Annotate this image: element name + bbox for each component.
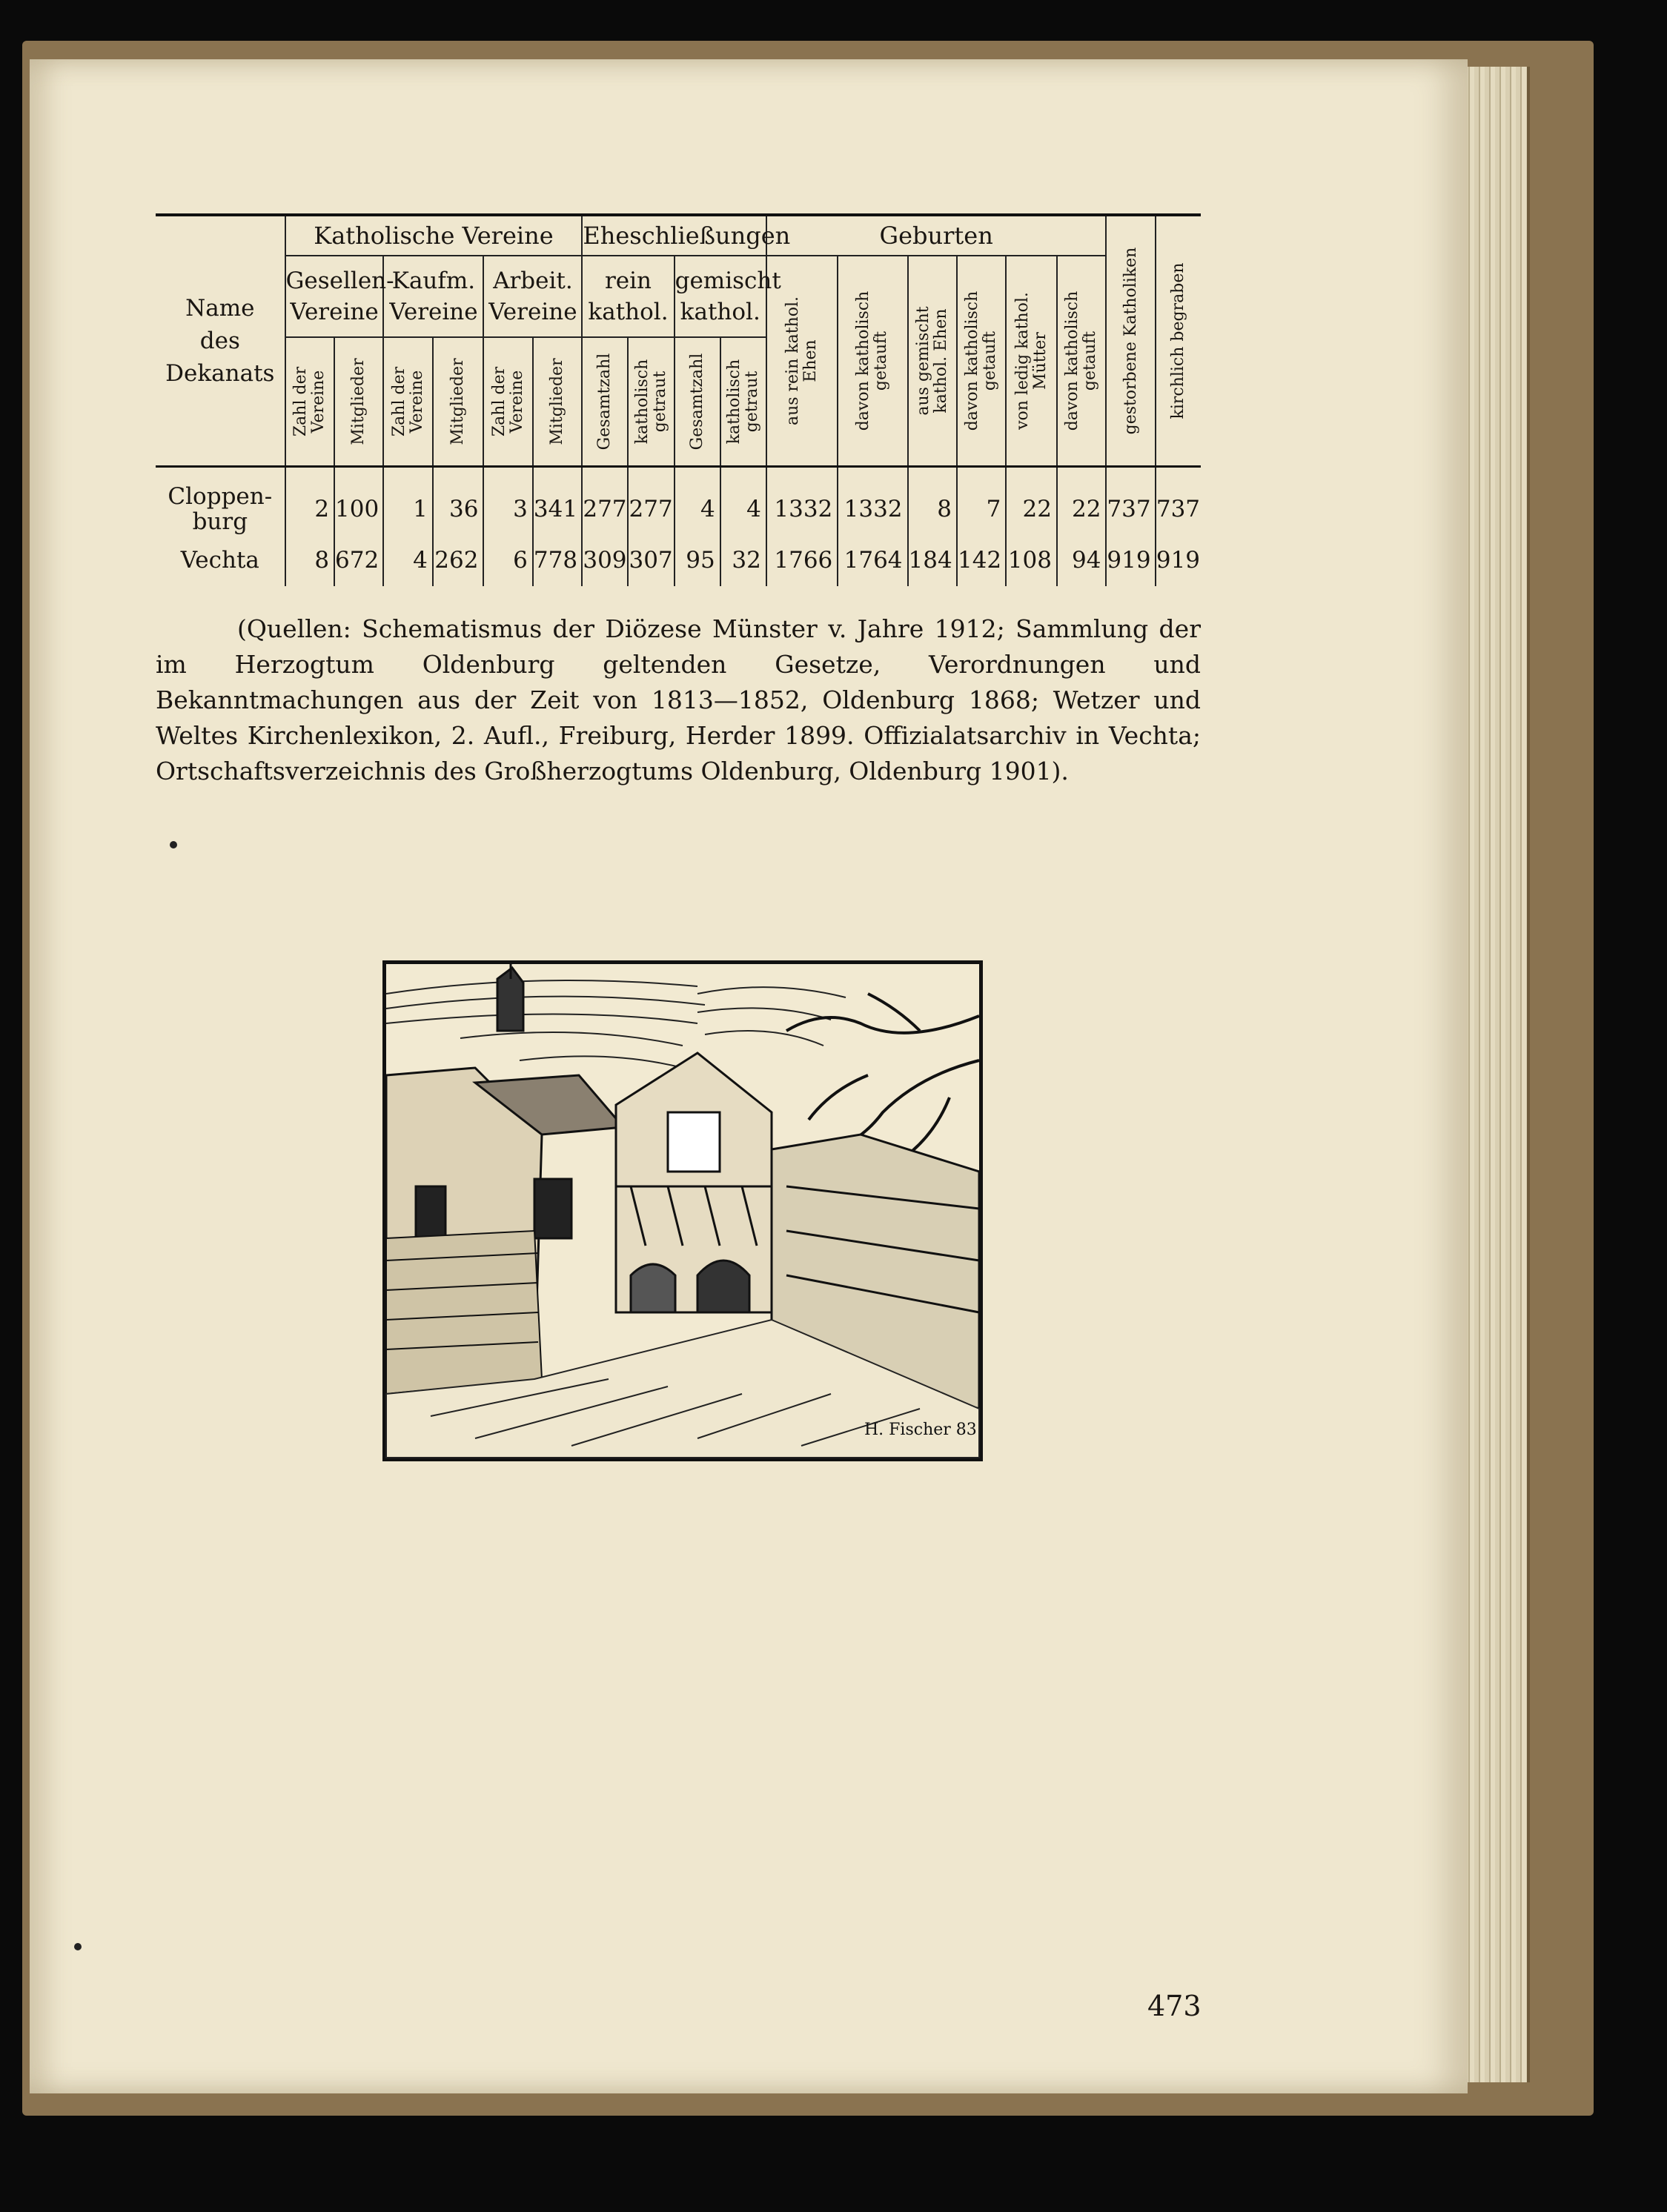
zv1-line1: Zahl der — [291, 366, 310, 437]
table-cell: 6 — [483, 534, 532, 586]
col-rein-gesamtzahl — [582, 337, 628, 467]
col-rein-getraut — [628, 337, 674, 467]
label-getraut-1 — [634, 359, 669, 445]
label-aus-rein-line2: Ehen — [801, 339, 821, 382]
sub-kaufm-vereine — [383, 256, 483, 337]
col-kaufm-zahl — [383, 337, 432, 467]
table-cell: 8 — [908, 467, 957, 535]
label-davon-3-line2: getauft — [1081, 331, 1100, 391]
label-mitglieder-1: Mitglieder — [349, 358, 368, 445]
col-gestorbene-katholiken — [1106, 215, 1155, 467]
label-kirchlich-begraben: kirchlich begraben — [1168, 262, 1187, 419]
col-gemischt-getraut — [720, 337, 766, 467]
table-cell: 262 — [433, 534, 484, 586]
name-header — [156, 215, 285, 467]
col-arbeit-zahl — [483, 337, 532, 467]
table-cell: 277 — [582, 467, 628, 535]
illustration-drawing — [386, 964, 979, 1458]
sub-arbeit-vereine — [483, 256, 582, 337]
col-kaufm-mitglieder — [433, 337, 484, 467]
table-cell: 22 — [1057, 467, 1106, 535]
table-cell: 8 — [285, 534, 334, 586]
table-cell: 1332 — [838, 467, 907, 535]
table-cell: 4 — [720, 467, 766, 535]
sub-arbeit-line2: Vereine — [488, 299, 577, 325]
label-davon-3-line1: davon katholisch — [1063, 290, 1082, 431]
table-cell: 94 — [1057, 534, 1106, 586]
row-name-line2: burg — [192, 508, 248, 535]
table-cell: 737 — [1106, 467, 1155, 535]
label-davon-2-line1: davon katholisch — [963, 290, 982, 431]
table-cell: 32 — [720, 534, 766, 586]
statistics-table — [156, 213, 1201, 586]
table-cell: 2 — [285, 467, 334, 535]
table-cell: 672 — [334, 534, 383, 586]
table-cell: 1766 — [766, 534, 838, 586]
zv1-line2: Vereine — [308, 370, 328, 434]
table-cell: 1764 — [838, 534, 907, 586]
kg1-line2: getraut — [650, 371, 669, 433]
sub-rein-kathol — [582, 256, 674, 337]
group-katholische-vereine: Katholische Vereine — [285, 215, 583, 256]
table-cell: 1 — [383, 467, 432, 535]
dot-mark — [74, 1943, 82, 1950]
table-row — [156, 467, 1201, 535]
page-number: 473 — [1147, 1990, 1202, 2022]
col-gemischt-gesamtzahl — [675, 337, 720, 467]
label-gesamtzahl-1: Gesamtzahl — [595, 353, 614, 451]
label-davon-2-line2: getauft — [981, 331, 1000, 391]
sub-gesellenvereine — [285, 256, 394, 337]
sub-gemischt-kathol — [675, 256, 781, 337]
label-getraut-2 — [726, 359, 761, 445]
table-cell: 778 — [533, 534, 582, 586]
table-cell: 36 — [433, 467, 484, 535]
table-cell: 7 — [957, 467, 1006, 535]
kg2-line2: getraut — [742, 371, 761, 433]
row-name-line1: Cloppen- — [168, 483, 273, 510]
table-cell: 184 — [908, 534, 957, 586]
table-cell: 919 — [1156, 534, 1201, 586]
label-gesamtzahl-2: Gesamtzahl — [687, 353, 706, 451]
page-edges — [1464, 67, 1530, 2082]
sources-text: (Quellen: Schematismus der Diözese Münster v. Jahre 1912; Sammlung der im Herzogtum Oldenburg geltenden Gesetze, Verordnungen und Bekanntmachungen aus der Zeit von 1813—1852, Oldenburg 1868; Wetzer und Weltes Kirchenlexikon, 2. Aufl., Freiburg, Herder 1899. Offizialatsarchiv in Vechta; Ortschaftsverzeichnis des Großherzogtums Oldenburg, Oldenburg 1901). — [156, 614, 1201, 786]
table-cell: 100 — [334, 467, 383, 535]
col-aus-gemischt-kathol-ehen — [908, 256, 957, 467]
table-cell: 95 — [675, 534, 720, 586]
zv3-line2: Vereine — [507, 370, 526, 434]
name-header-line3: Dekanats — [165, 360, 275, 387]
table-cell: 4 — [383, 534, 432, 586]
table-cell: 309 — [582, 534, 628, 586]
zv3-line1: Zahl der — [489, 366, 508, 437]
label-davon-getauft-1 — [855, 291, 890, 431]
table-cell: 1332 — [766, 467, 838, 535]
col-gesellen-mitglieder — [334, 337, 383, 467]
kg2-line1: katholisch — [724, 359, 743, 445]
table-cell: 919 — [1106, 534, 1155, 586]
sub-rein-line1: rein — [604, 268, 652, 294]
courtyard-illustration — [382, 960, 983, 1461]
sub-arbeit-line1: Arbeit. — [493, 268, 573, 294]
group-eheschliessungen: Eheschließungen — [582, 215, 766, 256]
col-von-ledig-kathol-muetter — [1006, 256, 1057, 467]
label-aus-gemischt — [915, 306, 950, 415]
label-zahl-vereine-1 — [292, 367, 328, 436]
label-von-ledig — [1014, 292, 1050, 430]
zv2-line2: Vereine — [407, 370, 426, 434]
col-gesellen-zahl — [285, 337, 334, 467]
zv2-line1: Zahl der — [389, 366, 408, 437]
sub-kaufm-line1: Kaufm. — [391, 268, 476, 294]
label-mitglieder-3: Mitglieder — [548, 358, 567, 445]
sky-hatching — [386, 980, 846, 1068]
table-cell: 22 — [1006, 467, 1057, 535]
col-davon-kath-getauft-2 — [957, 256, 1006, 467]
label-zahl-vereine-3 — [491, 367, 526, 436]
sub-gemischt-line2: kathol. — [680, 299, 760, 325]
table-row — [156, 534, 1201, 586]
garden-wall — [386, 1231, 542, 1394]
label-mitglieder-2: Mitglieder — [448, 358, 468, 445]
table-cell: 277 — [628, 467, 674, 535]
table-cell: 3 — [483, 467, 532, 535]
label-von-ledig-line2: Mütter — [1030, 332, 1050, 390]
table-cell: 108 — [1006, 534, 1057, 586]
label-davon-1-line2: getauft — [872, 331, 891, 391]
label-aus-rein-kathol-ehen — [784, 296, 820, 425]
col-aus-rein-kathol-ehen — [766, 256, 838, 467]
sub-kaufm-line2: Vereine — [389, 299, 478, 325]
kg1-line1: katholisch — [632, 359, 652, 445]
table-cell: 142 — [957, 534, 1006, 586]
name-header-line1: Name — [185, 295, 255, 322]
table-cell: 307 — [628, 534, 674, 586]
name-header-line2: des — [199, 328, 240, 354]
sub-gemischt-line1: gemischt — [675, 268, 781, 294]
label-aus-rein-line1: aus rein kathol. — [783, 296, 803, 426]
label-von-ledig-line1: von ledig kathol. — [1013, 292, 1032, 430]
group-geburten: Geburten — [766, 215, 1107, 256]
label-aus-gemischt-line1: aus gemischt — [913, 306, 932, 416]
gatehouse — [616, 1053, 772, 1312]
row-name — [156, 467, 285, 535]
table-cell: 341 — [533, 467, 582, 535]
sub-gesellen-line2: Vereine — [290, 299, 379, 325]
label-davon-getauft-3 — [1064, 291, 1099, 431]
row-name: Vechta — [180, 547, 259, 574]
col-davon-kath-getauft-1 — [838, 256, 907, 467]
label-aus-gemischt-line2: kathol. Ehen — [931, 308, 950, 413]
col-davon-kath-getauft-3 — [1057, 256, 1106, 467]
col-arbeit-mitglieder — [533, 337, 582, 467]
artist-signature: H. Fischer 83 — [864, 1421, 977, 1439]
label-zahl-vereine-2 — [391, 367, 426, 436]
label-davon-getauft-2 — [964, 291, 999, 431]
sub-rein-line2: kathol. — [588, 299, 669, 325]
sub-gesellen-line1: Gesellen- — [285, 268, 394, 294]
table-cell: 4 — [675, 467, 720, 535]
sources-paragraph — [156, 611, 1201, 789]
label-davon-1-line1: davon katholisch — [854, 290, 873, 431]
col-kirchlich-begraben — [1156, 215, 1201, 467]
label-gestorbene: gestorbene Katholiken — [1121, 247, 1140, 435]
table-cell: 737 — [1156, 467, 1201, 535]
dot-mark — [170, 841, 177, 848]
